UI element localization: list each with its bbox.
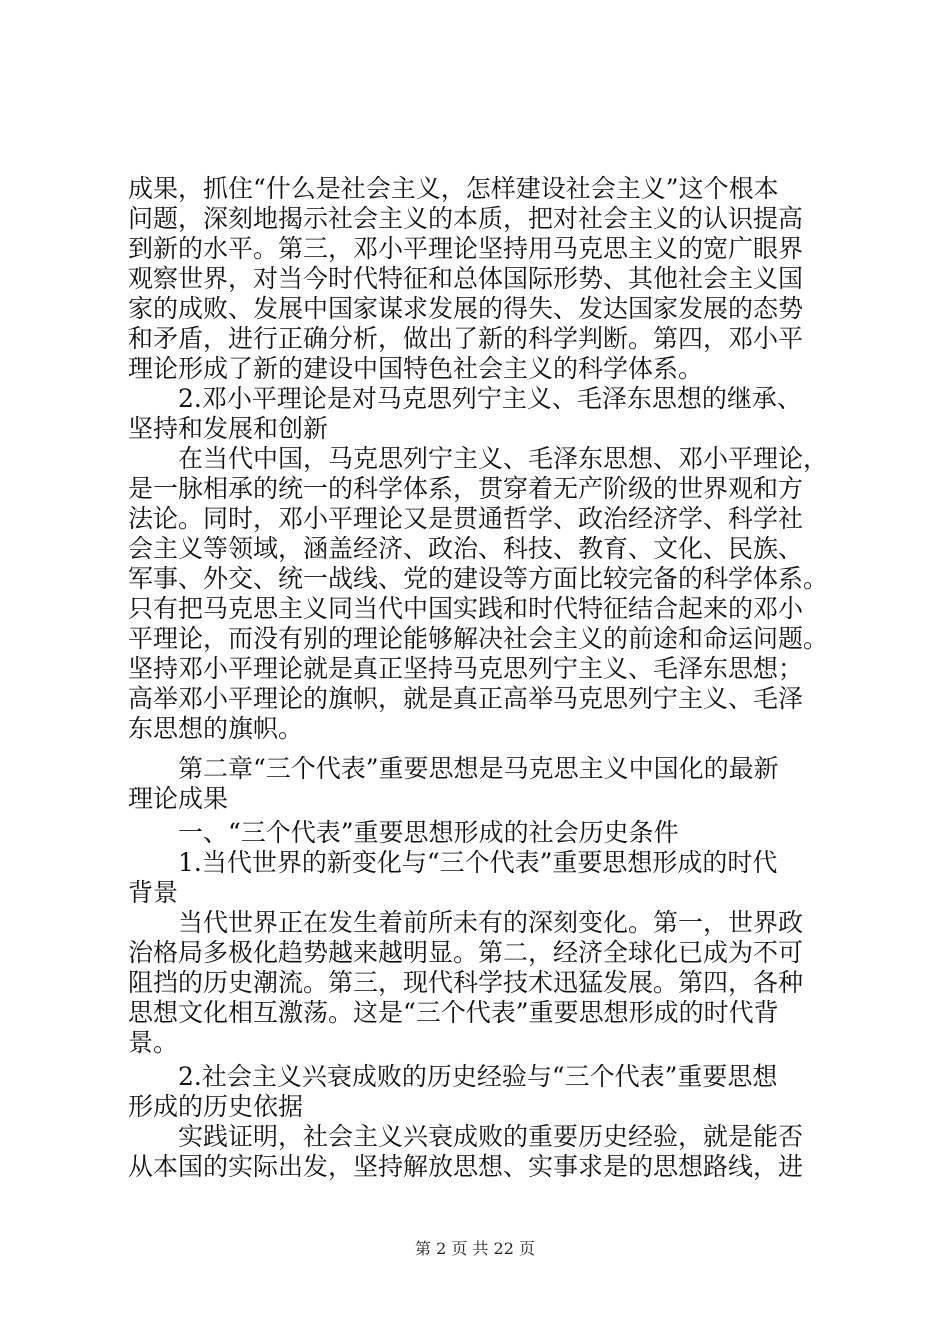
text-line: 在当代中国，马克思列宁主义、毛泽东思想、邓小平理论， (178, 444, 829, 473)
chapter-heading: 第二章“三个代表”重要思想是马克思主义中国化的最新 (178, 754, 779, 783)
text-line: 理论形成了新的建设中国特色社会主义的科学体系。 (128, 354, 704, 383)
subsection-heading: 形成的历史依据 (128, 1092, 304, 1121)
text-line: 思想文化相互激荡。这是“三个代表”重要思想形成的时代背 (128, 998, 779, 1027)
text-line: 只有把马克思主义同当代中国实践和时代特征结合起来的邓小 (128, 594, 804, 623)
text-line: 到新的水平。第三，邓小平理论坚持用马克思主义的宽广眼界 (128, 234, 804, 263)
section-heading: 2.邓小平理论是对马克思列宁主义、毛泽东思想的继承、 (178, 384, 802, 413)
text-line: 坚持邓小平理论就是真正坚持马克思列宁主义、毛泽东思想； (128, 654, 804, 683)
text-line: 实践证明，社会主义兴衰成败的重要历史经验，就是能否 (178, 1122, 804, 1151)
text-line: 和矛盾，进行正确分析，做出了新的科学判断。第四，邓小平 (128, 324, 804, 353)
text-line: 当代世界正在发生着前所未有的深刻变化。第一，世界政 (178, 908, 804, 937)
text-line: 景。 (128, 1028, 179, 1057)
subsection-heading: 1.当代世界的新变化与“三个代表”重要思想形成的时代 (178, 848, 778, 877)
subsection-heading: 2.社会主义兴衰成败的历史经验与“三个代表”重要思想 (178, 1062, 778, 1091)
text-line: 治格局多极化趋势越来越明显。第二，经济全球化已成为不可 (128, 938, 804, 967)
text-line: 观察世界，对当今时代特征和总体国际形势、其他社会主义国 (128, 264, 804, 293)
text-line: 军事、外交、统一战线、党的建设等方面比较完备的科学体系。 (128, 564, 829, 593)
page-number-footer: 第 2 页 共 22 页 (415, 1239, 535, 1258)
text-line: 从本国的实际出发，坚持解放思想、实事求是的思想路线，进 (128, 1152, 804, 1181)
text-line: 高举邓小平理论的旗帜，就是真正高举马克思列宁主义、毛泽 (128, 684, 804, 713)
text-line: 家的成败、发展中国家谋求发展的得失、发达国家发展的态势 (128, 294, 804, 323)
text-line: 成果，抓住“什么是社会主义，怎样建设社会主义”这个根本 (128, 174, 779, 203)
subsection-heading: 背景 (128, 878, 179, 907)
section-heading: 一、“三个代表”重要思想形成的社会历史条件 (178, 818, 679, 847)
text-line: 法论。同时，邓小平理论又是贯通哲学、政治经济学、科学社 (128, 504, 804, 533)
section-heading: 坚持和发展和创新 (128, 414, 329, 443)
chapter-heading: 理论成果 (128, 784, 229, 813)
text-line: 平理论，而没有别的理论能够解决社会主义的前途和命运问题。 (128, 624, 829, 653)
text-line: 是一脉相承的统一的科学体系，贯穿着无产阶级的世界观和方 (128, 474, 804, 503)
text-line: 阻挡的历史潮流。第三，现代科学技术迅猛发展。第四，各种 (128, 968, 804, 997)
text-line: 东思想的旗帜。 (128, 714, 304, 743)
text-line: 问题，深刻地揭示社会主义的本质，把对社会主义的认识提高 (128, 204, 804, 233)
text-line: 会主义等领域，涵盖经济、政治、科技、教育、文化、民族、 (128, 534, 804, 563)
